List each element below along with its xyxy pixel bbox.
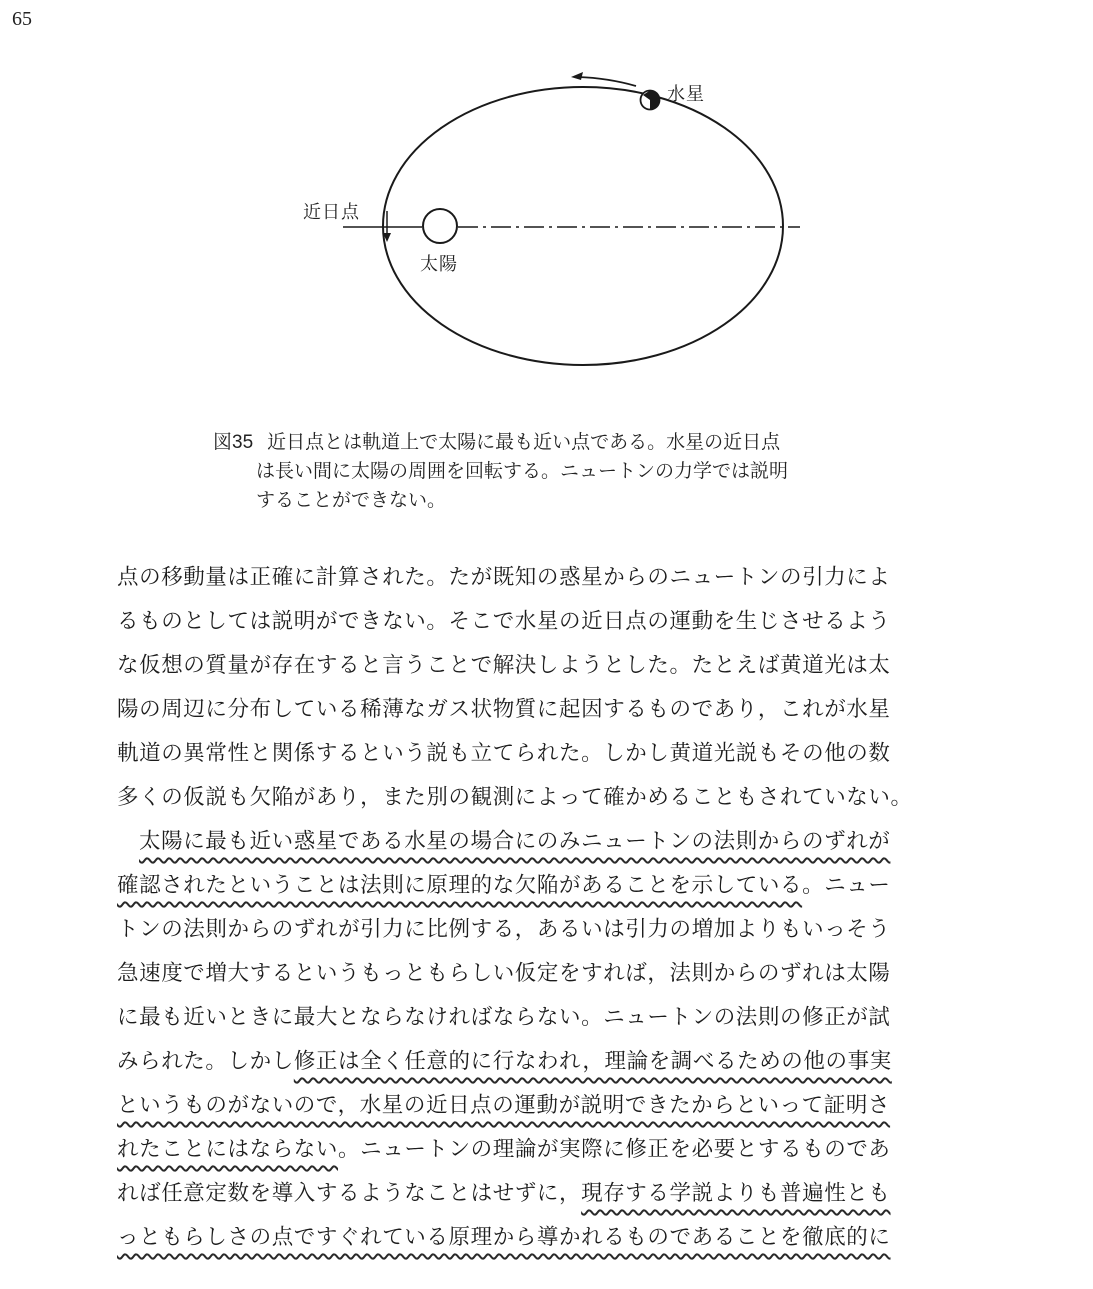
caption-line: は長い間に太陽の周囲を回転する。ニュートンの力学では説明 — [256, 460, 789, 482]
text-line — [117, 1086, 987, 1130]
text-segment: 陽の周辺に分布している稀薄なガス状物質に起因するものであり，これが水星 — [117, 697, 891, 722]
underlined-text: 現存する学説よりも普遍性とも — [581, 1181, 891, 1206]
sun-icon — [423, 209, 457, 243]
page-number: 65 — [12, 8, 32, 30]
text-segment: 軌道の異常性と関係するという説も立てられた。しかし黄道光説もその他の数 — [117, 741, 891, 766]
caption-line: することができない。 — [256, 489, 447, 511]
sun-label: 太陽 — [420, 254, 458, 275]
text-line — [117, 822, 987, 866]
text-line — [117, 910, 987, 954]
text-segment: トンの法則からのずれが引力に比例する，あるいは引力の増加よりもいっそう — [117, 917, 891, 942]
text-line — [117, 558, 987, 602]
text-segment: 。ニュー — [802, 873, 891, 898]
text-line — [117, 866, 987, 910]
underlined-text: 太陽に最も近い惑星である水星の場合にのみニュートンの法則からのずれが — [139, 829, 891, 854]
text-line — [117, 734, 987, 778]
text-line — [117, 1130, 987, 1174]
text-line — [117, 1042, 987, 1086]
text-segment: な仮想の質量が存在すると言うことで解決しようとした。たとえば黄道光は太 — [117, 653, 891, 678]
text-segment: 点の移動量は正確に計算された。たが既知の惑星からのニュートンの引力によ — [117, 565, 891, 590]
figure-caption — [213, 428, 913, 515]
underlined-text: れたことにはならない — [117, 1137, 339, 1162]
mercury-icon — [641, 91, 660, 110]
text-line — [117, 778, 987, 822]
text-line — [117, 690, 987, 734]
text-segment: るものとしては説明ができない。そこで水星の近日点の運動を生じさせるよう — [117, 609, 891, 634]
underlined-text: 修正は全く任意的に行なわれ，理論を調べるための他の事実 — [293, 1049, 892, 1074]
underlined-text: っともらしさの点ですぐれている原理から導かれるものであることを徹底的に — [117, 1225, 891, 1250]
underlined-text: 確認されたということは法則に原理的な欠陥があることを示している — [117, 873, 803, 898]
text-line — [117, 998, 987, 1042]
caption-text: 近日点とは軌道上で太陽に最も近い点である。水星の近日点 — [267, 431, 781, 453]
text-line — [117, 646, 987, 690]
text-line — [117, 1218, 987, 1262]
text-segment: に最も近いときに最大とならなければならない。ニュートンの法則の修正が試 — [117, 1005, 891, 1030]
text-segment: 多くの仮説も欠陥があり，また別の観測によって確かめることもされていない。 — [117, 785, 913, 810]
orbit-direction-arrow-icon — [571, 72, 636, 86]
text-segment: 急速度で増大するというもっともらしい仮定をすれば，法則からのずれは太陽 — [117, 961, 891, 986]
body-text — [117, 558, 987, 1262]
text-segment: れば任意定数を導入するようなことはせずに， — [117, 1181, 582, 1206]
orbit-diagram — [0, 0, 1093, 400]
mercury-label: 水星 — [667, 84, 705, 105]
text-segment: みられた。しかし — [117, 1049, 294, 1074]
underlined-text: というものがないので，水星の近日点の運動が説明できたからといって証明さ — [117, 1093, 891, 1118]
caption-line — [213, 428, 913, 457]
text-line — [117, 1174, 987, 1218]
text-line — [117, 602, 987, 646]
perihelion-label: 近日点 — [303, 202, 360, 223]
figure-number: 図35 — [213, 432, 254, 453]
text-line — [117, 954, 987, 998]
text-segment: 。ニュートンの理論が実際に修正を必要とするものであ — [338, 1137, 891, 1162]
